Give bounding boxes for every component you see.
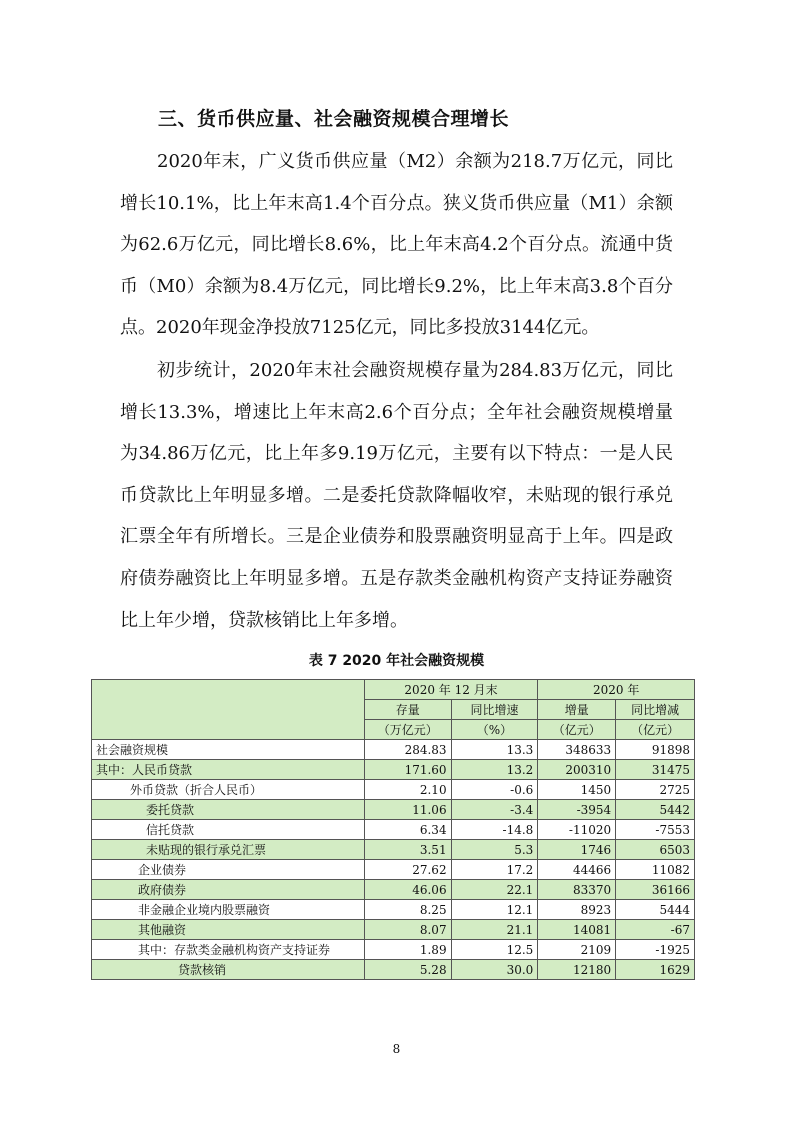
cell-stock: 27.62	[364, 860, 451, 880]
cell-stock: 3.51	[364, 840, 451, 860]
group-header-year: 2020 年	[538, 680, 695, 700]
col-header-change: 同比增减	[616, 700, 695, 720]
row-label: 信托贷款	[92, 820, 365, 840]
cell-stock: 1.89	[364, 940, 451, 960]
cell-growth: 13.3	[451, 740, 538, 760]
table-row	[92, 840, 695, 860]
cell-change: 91898	[616, 740, 695, 760]
cell-change: 1629	[616, 960, 695, 980]
row-label: 政府债券	[92, 880, 365, 900]
table-caption: 表 7 2020 年社会融资规模	[308, 653, 485, 669]
table-corner-cell	[92, 680, 365, 740]
cell-increment: -3954	[538, 800, 616, 820]
col-unit-stock: （万亿元）	[364, 720, 451, 740]
cell-increment: -11020	[538, 820, 616, 840]
cell-change: -67	[616, 920, 695, 940]
col-unit-increment: （亿元）	[538, 720, 616, 740]
table-row	[92, 900, 695, 920]
row-label: 未贴现的银行承兑汇票	[92, 840, 365, 860]
cell-increment: 8923	[538, 900, 616, 920]
table-row	[92, 860, 695, 880]
cell-increment: 2109	[538, 940, 616, 960]
table-group-header-row	[92, 680, 695, 700]
col-header-increment: 增量	[538, 700, 616, 720]
cell-change: 2725	[616, 780, 695, 800]
row-label: 其他融资	[92, 920, 365, 940]
row-label: 委托贷款	[92, 800, 365, 820]
col-header-growth: 同比增速	[451, 700, 538, 720]
row-label: 贷款核销	[92, 960, 365, 980]
cell-growth: 17.2	[451, 860, 538, 880]
cell-growth: 22.1	[451, 880, 538, 900]
cell-increment: 44466	[538, 860, 616, 880]
cell-change: -7553	[616, 820, 695, 840]
cell-increment: 1450	[538, 780, 616, 800]
cell-change: 11082	[616, 860, 695, 880]
cell-increment: 200310	[538, 760, 616, 780]
cell-growth: -14.8	[451, 820, 538, 840]
cell-change: -1925	[616, 940, 695, 960]
cell-growth: -3.4	[451, 800, 538, 820]
social-financing-table	[91, 679, 695, 980]
cell-change: 31475	[616, 760, 695, 780]
cell-change: 36166	[616, 880, 695, 900]
table-row	[92, 780, 695, 800]
cell-growth: 5.3	[451, 840, 538, 860]
table-row	[92, 820, 695, 840]
cell-stock: 46.06	[364, 880, 451, 900]
cell-growth: 13.2	[451, 760, 538, 780]
cell-stock: 284.83	[364, 740, 451, 760]
table-row	[92, 760, 695, 780]
cell-stock: 6.34	[364, 820, 451, 840]
cell-increment: 12180	[538, 960, 616, 980]
cell-increment: 14081	[538, 920, 616, 940]
row-label: 外币贷款（折合人民币）	[92, 780, 365, 800]
cell-stock: 5.28	[364, 960, 451, 980]
cell-change: 6503	[616, 840, 695, 860]
cell-stock: 8.07	[364, 920, 451, 940]
page-number: 8	[392, 1042, 401, 1056]
table-row	[92, 960, 695, 980]
cell-growth: -0.6	[451, 780, 538, 800]
col-header-stock: 存量	[364, 700, 451, 720]
cell-stock: 11.06	[364, 800, 451, 820]
cell-change: 5442	[616, 800, 695, 820]
cell-growth: 30.0	[451, 960, 538, 980]
table-row	[92, 880, 695, 900]
cell-increment: 83370	[538, 880, 616, 900]
section-heading: 三、货币供应量、社会融资规模合理增长	[158, 108, 510, 130]
table-row	[92, 920, 695, 940]
cell-change: 5444	[616, 900, 695, 920]
paragraph-social-financing: 初步统计，2020年末社会融资规模存量为284.83万亿元，同比增长13.3%，增速比上年末高2.6个百分点；全年社会融资规模增量为34.86万亿元，比上年多9.19万亿元，主要有以下特点：一是人民币贷款比上年明显多增。二是委托贷款降幅收窄，未贴现的银行承兑汇票全年有所增长。三是企业债券和股票融资明显高于上年。四是政府债券融资比上年明显多增。五是存款类金融机构资产支持证券融资比上年少增，贷款核销比上年多增。	[120, 360, 673, 631]
paragraph-money-supply: 2020年末，广义货币供应量（M2）余额为218.7万亿元，同比增长10.1%，比上年末高1.4个百分点。狭义货币供应量（M1）余额为62.6万亿元，同比增长8.6%，比上年末高4.2个百分点。流通中货币（M0）余额为8.4万亿元，同比增长9.2%，比上年末高3.8个百分点。2020年现金净投放7125亿元，同比多投放3144亿元。	[120, 151, 673, 339]
cell-growth: 12.1	[451, 900, 538, 920]
cell-growth: 21.1	[451, 920, 538, 940]
table-row	[92, 800, 695, 820]
row-label: 非金融企业境内股票融资	[92, 900, 365, 920]
cell-growth: 12.5	[451, 940, 538, 960]
group-header-dec-end: 2020 年 12 月末	[364, 680, 538, 700]
cell-increment: 348633	[538, 740, 616, 760]
cell-stock: 2.10	[364, 780, 451, 800]
table-row	[92, 940, 695, 960]
col-unit-growth: （%）	[451, 720, 538, 740]
row-label: 企业债券	[92, 860, 365, 880]
table-row	[92, 740, 695, 760]
cell-stock: 8.25	[364, 900, 451, 920]
col-unit-change: （亿元）	[616, 720, 695, 740]
row-label: 其中：存款类金融机构资产支持证券	[92, 940, 365, 960]
cell-stock: 171.60	[364, 760, 451, 780]
cell-increment: 1746	[538, 840, 616, 860]
row-label: 社会融资规模	[92, 740, 365, 760]
row-label: 其中：人民币贷款	[92, 760, 365, 780]
